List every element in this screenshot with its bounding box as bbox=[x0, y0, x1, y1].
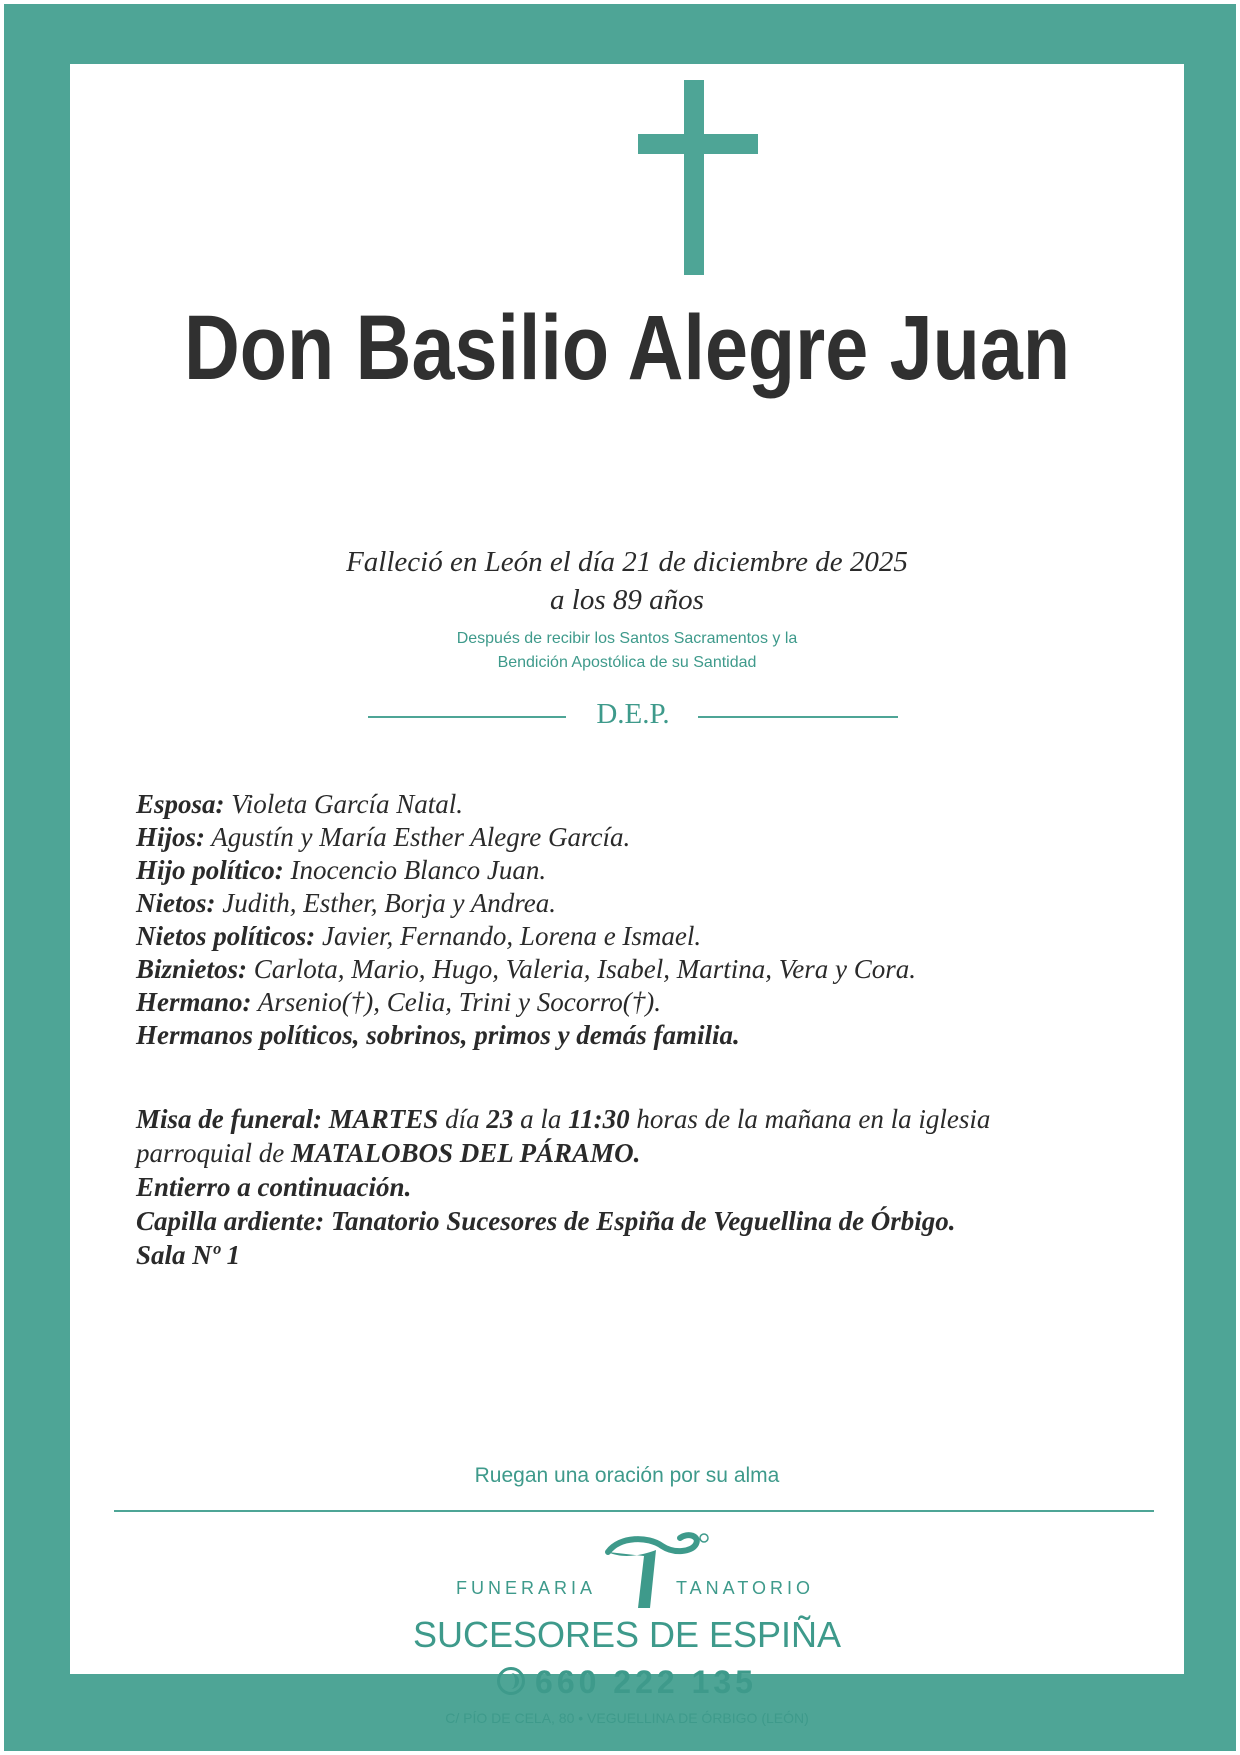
family-label: Nietos políticos: bbox=[136, 921, 316, 951]
room-line bbox=[136, 1238, 1156, 1272]
family-row-son-in-law bbox=[136, 854, 1156, 887]
mass-text: horas de la mañana en la iglesia bbox=[636, 1104, 991, 1134]
family-label: Hermanos políticos, sobrinos, primos y demás familia. bbox=[136, 1020, 740, 1050]
family-row-siblings bbox=[136, 986, 1156, 1019]
tanatorio-label: TANATORIO bbox=[676, 1578, 815, 1598]
family-label: Hijo político: bbox=[136, 855, 284, 885]
deceased-name: Don Basilio Alegre Juan bbox=[183, 297, 1071, 399]
phone-number: 660 222 135 bbox=[535, 1664, 757, 1700]
family-row-children bbox=[136, 821, 1156, 854]
prayer-request: Ruegan una oración por su alma bbox=[474, 1464, 780, 1487]
latin-cross-icon bbox=[638, 80, 758, 275]
family-value: Judith, Esther, Borja y Andrea. bbox=[222, 888, 556, 918]
dep-text: D.E.P. bbox=[596, 698, 670, 730]
mass-text: día bbox=[445, 1104, 480, 1134]
family-value: Inocencio Blanco Juan. bbox=[290, 855, 547, 885]
burial-text: Entierro a continuación. bbox=[136, 1172, 412, 1202]
mass-text: a la bbox=[520, 1104, 562, 1134]
family-value: Carlota, Mario, Hugo, Valeria, Isabel, Martina, Vera y Cora. bbox=[253, 954, 917, 984]
funeral-details bbox=[136, 1102, 1156, 1272]
parish-line bbox=[136, 1136, 1156, 1170]
divider-line-right bbox=[698, 716, 898, 718]
family-row-grandchildren-in-law bbox=[136, 920, 1156, 953]
mass-time: 11:30 bbox=[568, 1104, 630, 1134]
family-value: Javier, Fernando, Lorena e Ismael. bbox=[321, 921, 702, 951]
room-text: Sala Nº 1 bbox=[136, 1240, 241, 1270]
dep-divider bbox=[368, 696, 898, 736]
funeraria-label: FUNERARIA bbox=[456, 1578, 597, 1598]
phone-icon bbox=[497, 1667, 525, 1695]
chapel-line bbox=[136, 1204, 1156, 1238]
family-value: Arsenio(†), Celia, Trini y Socorro(†). bbox=[257, 987, 662, 1017]
address: C/ PÍO DE CELA, 80 • VEGUELLINA DE ÓRBIGO (LEÓN) bbox=[445, 1710, 809, 1726]
sacraments-line-1: Después de recibir los Santos Sacramentos y la bbox=[456, 630, 798, 647]
mass-day: MARTES bbox=[328, 1104, 439, 1134]
mass-date: 23 bbox=[486, 1104, 514, 1134]
sacraments-line-2: Bendición Apostólica de su Santidad bbox=[497, 654, 757, 671]
age-line: a los 89 años bbox=[550, 584, 704, 616]
brand-name: SUCESORES DE ESPIÑA bbox=[412, 1614, 842, 1655]
mass-line bbox=[136, 1102, 1156, 1136]
phone-line bbox=[70, 1664, 1184, 1701]
family-list bbox=[136, 788, 1156, 1052]
family-label: Hermano: bbox=[136, 987, 252, 1017]
family-label: Nietos: bbox=[136, 888, 216, 918]
family-row-spouse bbox=[136, 788, 1156, 821]
family-row-great-grandchildren bbox=[136, 953, 1156, 986]
chapel-text: Capilla ardiente: Tanatorio Sucesores de Espiña de Veguellina de Órbigo. bbox=[136, 1206, 956, 1236]
parish-name: MATALOBOS DEL PÁRAMO. bbox=[291, 1138, 641, 1168]
family-row-extended bbox=[136, 1019, 1156, 1052]
mass-label: Misa de funeral: bbox=[136, 1104, 323, 1134]
divider-line-left bbox=[368, 716, 566, 718]
family-value: Violeta García Natal. bbox=[231, 789, 463, 819]
footer-divider bbox=[114, 1510, 1154, 1512]
family-label: Biznietos: bbox=[136, 954, 248, 984]
family-label: Hijos: bbox=[136, 822, 206, 852]
obituary-paper bbox=[70, 64, 1184, 1726]
parish-text: parroquial de bbox=[136, 1138, 285, 1168]
family-row-grandchildren bbox=[136, 887, 1156, 920]
family-value: Agustín y María Esther Alegre García. bbox=[211, 822, 631, 852]
family-label: Esposa: bbox=[136, 789, 225, 819]
death-line: Falleció en León el día 21 de diciembre de 2025 bbox=[346, 546, 908, 578]
burial-line bbox=[136, 1170, 1156, 1204]
